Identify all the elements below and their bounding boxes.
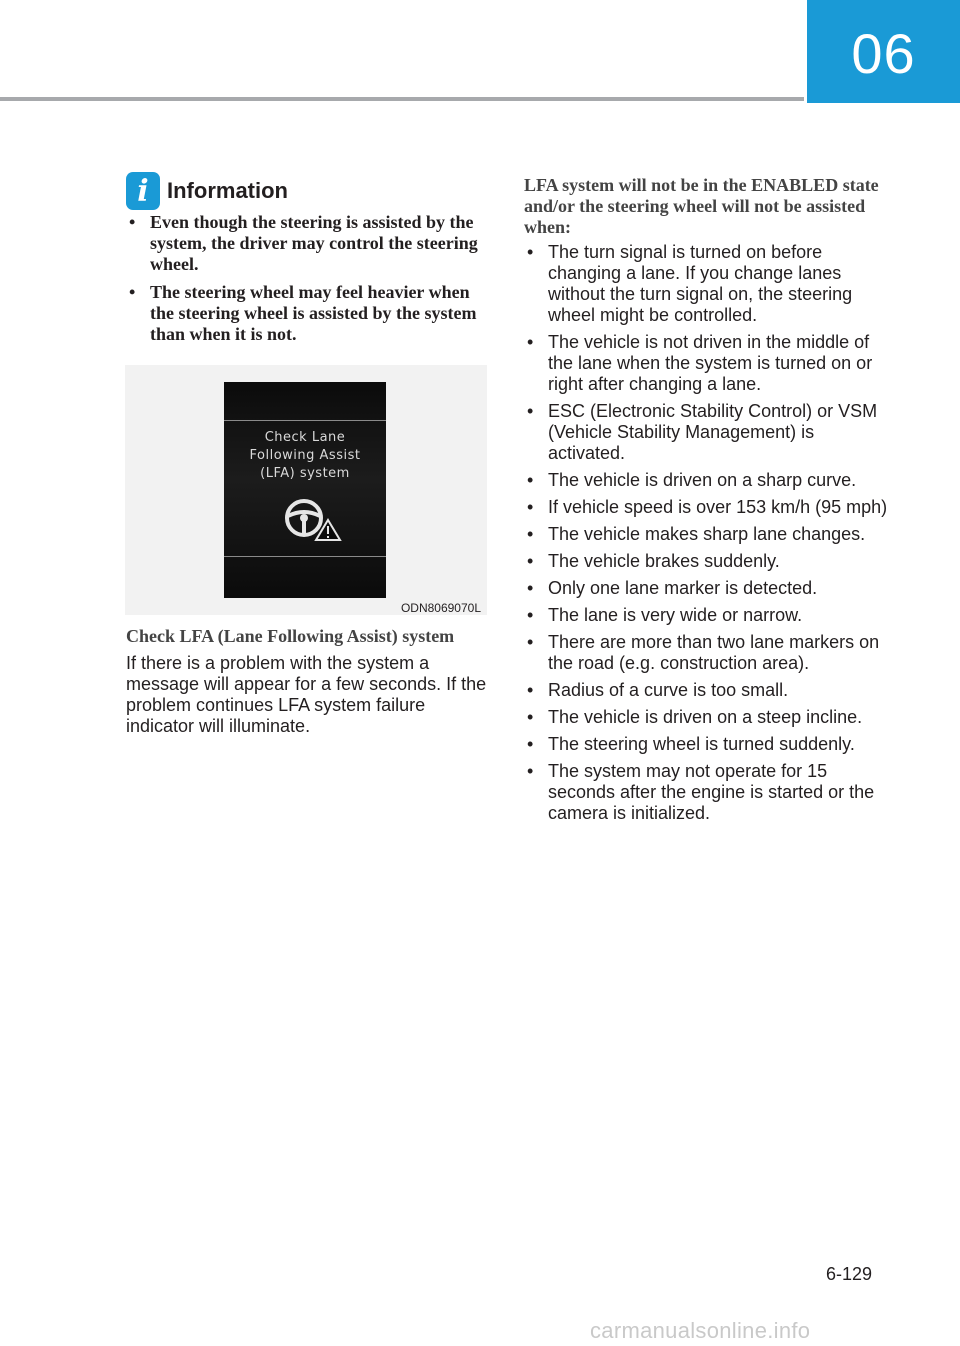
header-divider	[0, 97, 804, 101]
condition-item: • The lane is very wide or narrow.	[524, 605, 894, 626]
condition-item: • The vehicle is not driven in the middle of the lane when the system is turned on or right after changing a lane.	[524, 332, 894, 395]
steering-wheel-warning-icon	[282, 496, 342, 542]
section-body: If there is a problem with the system a message will appear for a few seconds. If the problem continues LFA system failure indicator will illuminate.	[126, 653, 487, 736]
conditions-heading: LFA system will not be in the ENABLED state and/or the steering wheel will not be assisted when:	[524, 175, 879, 237]
condition-item: • The vehicle brakes suddenly.	[524, 551, 894, 572]
condition-item: • The vehicle is driven on a steep incline.	[524, 707, 894, 728]
display-line: Following Assist	[249, 448, 361, 463]
page-number: 6-129	[826, 1264, 873, 1284]
display-message	[224, 429, 386, 483]
display-divider	[224, 556, 386, 557]
condition-item: • The turn signal is turned on before changing a lane. If you change lanes without the turn signal on, the steering wheel might be controlled.	[524, 242, 894, 326]
information-title: Information	[167, 178, 288, 203]
information-item: • Even though the steering is assisted by the system, the driver may control the steering wheel.	[126, 212, 486, 275]
information-header	[126, 172, 288, 210]
condition-item: • There are more than two lane markers on the road (e.g. construction area).	[524, 632, 894, 674]
information-item: • The steering wheel may feel heavier when the steering wheel is assisted by the system than when it is not.	[126, 282, 486, 345]
condition-item: • The vehicle makes sharp lane changes.	[524, 524, 894, 545]
chapter-tab	[807, 0, 960, 103]
information-list	[126, 212, 486, 352]
instrument-cluster-display	[224, 382, 386, 598]
display-divider	[224, 420, 386, 421]
condition-item: • Only one lane marker is detected.	[524, 578, 894, 599]
condition-item: • Radius of a curve is too small.	[524, 680, 894, 701]
watermark: carmanualsonline.info	[590, 1318, 811, 1343]
figure-code: ODN8069070L	[400, 601, 481, 615]
display-line: (LFA) system	[260, 466, 350, 481]
section-caption: Check LFA (Lane Following Assist) system	[126, 626, 455, 646]
condition-item: • The vehicle is driven on a sharp curve.	[524, 470, 894, 491]
conditions-list	[524, 242, 894, 830]
condition-item: • If vehicle speed is over 153 km/h (95 mph)	[524, 497, 894, 518]
info-icon: i	[126, 172, 160, 210]
condition-item: • The system may not operate for 15 seconds after the engine is started or the camera is initialized.	[524, 761, 894, 824]
chapter-number: 06	[851, 22, 916, 85]
display-line: Check Lane	[264, 430, 346, 445]
condition-item: • ESC (Electronic Stability Control) or VSM (Vehicle Stability Management) is activated.	[524, 401, 894, 464]
figure-illustration	[125, 365, 487, 615]
condition-item: • The steering wheel is turned suddenly.	[524, 734, 894, 755]
